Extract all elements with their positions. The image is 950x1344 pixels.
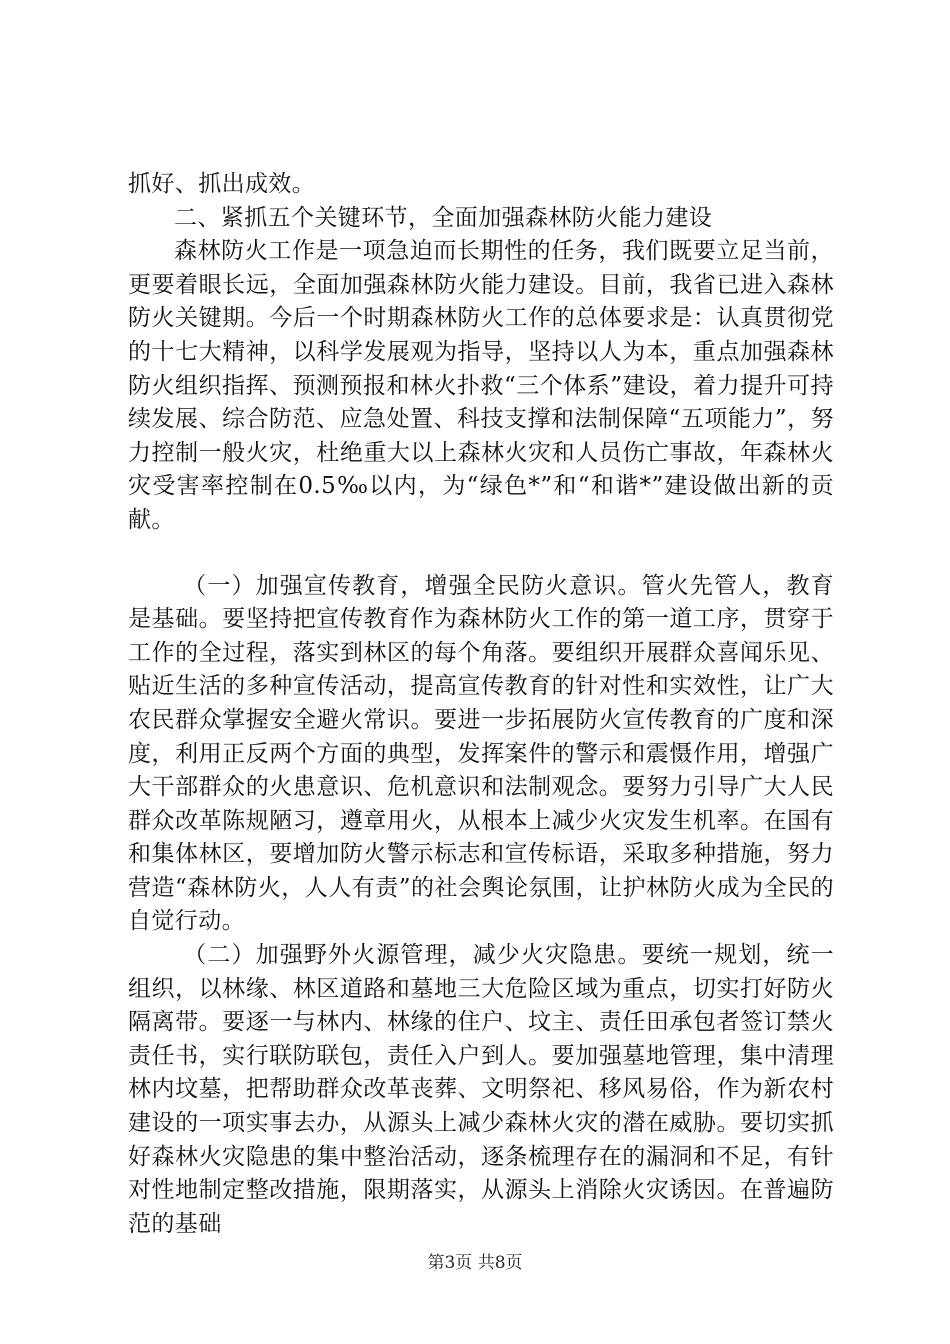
- paragraph-item-2: （二）加强野外火源管理，减少火灾隐患。要统一规划，统一组织，以林缘、林区道路和墓地三大危险区域为重点，切实打好防火隔离带。要逐一与林内、林缘的住户、坟主、责任田承包者签订禁火责任书，实行联防联包，责任入户到人。要加强墓地管理，集中清理林内坟墓，把帮助群众改革丧葬、文明祭祀、移风易俗，作为新农村建设的一项实事去办，从源头上减少森林火灾的潜在威胁。要切实抓好森林火灾隐患的集中整治活动，逐条梳理存在的漏洞和不足，有针对性地制定整改措施，限期落实，从源头上消除火灾诱因。在普遍防范的基础: [128, 942, 834, 1237]
- document-body: [128, 168, 834, 1241]
- section-heading: 二、紧抓五个关键环节，全面加强森林防火能力建设: [174, 204, 713, 231]
- paragraph-item-1: （一）加强宣传教育，增强全民防火意识。管火先管人，教育是基础。要坚持把宣传教育作为森林防火工作的第一道工序，贯穿于工作的全过程，落实到林区的每个角落。要组织开展群众喜闻乐见、贴近生活的多种宣传活动，提高宣传教育的针对性和实效性，让广大农民群众掌握安全避火常识。要进一步拓展防火宣传教育的广度和深度，利用正反两个方面的典型，发挥案件的警示和震慑作用，增强广大干部群众的火患意识、危机意识和法制观念。要努力引导广大人民群众改革陈规陋习，遵章用火，从根本上减少火灾发生机率。在国有和集体林区，要增加防火警示标志和宣传标语，采取多种措施，努力营造“森林防火，人人有责”的社会舆论氛围，让护林防火成为全民的自觉行动。: [128, 572, 834, 935]
- page-number-footer: 第3页 共8页: [427, 1253, 523, 1273]
- paragraph-continuation: 抓好、抓出成效。: [128, 171, 316, 197]
- paragraph-overview: 森林防火工作是一项急迫而长期性的任务，我们既要立足当前，更要着眼长远，全面加强森林防火能力建设。目前，我省已进入森林防火关键期。今后一个时期森林防火工作的总体要求是：认真贯彻党的十七大精神，以科学发展观为指导，坚持以人为本，重点加强森林防火组织指挥、预测预报和林火扑救“三个体系”建设，着力提升可持续发展、综合防范、应急处置、科技支撑和法制保障“五项能力”，努力控制一般火灾，杜绝重大以上森林火灾和人员伤亡事故，年森林火灾受害率控制在0.5‰以内，为“绿色*”和“和谐*”建设做出新的贡献。: [128, 238, 834, 533]
